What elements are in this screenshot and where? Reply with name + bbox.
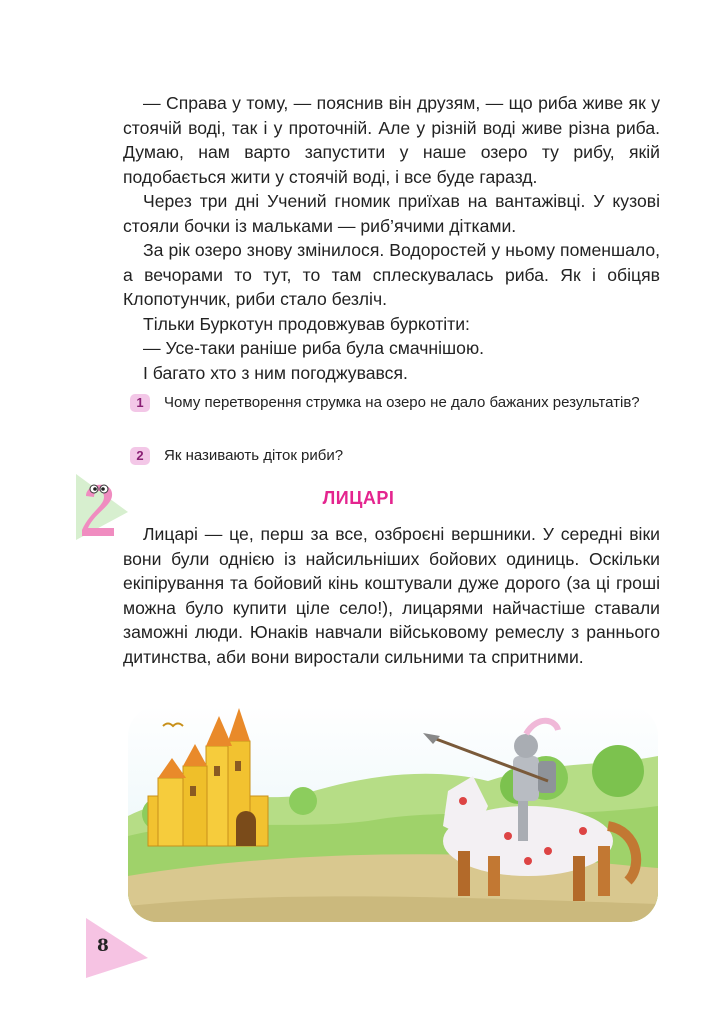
section-text — [123, 522, 660, 669]
page-tab — [86, 918, 148, 983]
section-title: ЛИЦАРІ — [322, 488, 395, 508]
knight-castle-illustration — [128, 706, 658, 927]
story-paragraph: Тільки Буркотун продовжував буркотіти: — [143, 313, 470, 334]
story-paragraph: — Усе-таки раніше риба була смачнішою. — [143, 338, 485, 358]
question-text: Як називають діток риби? — [164, 447, 344, 464]
story-paragraph: За рік озеро знову змінилося. Водоростей у ньому поменшало, а вечорами то тут, то там сплескувалась риба. Як і обіцяв Клопотунчик, риби стало безліч. — [123, 240, 660, 309]
story-paragraph: Через три дні Учений гномик приїхав на вантажівці. У кузові стояли бочки із мальками — риб’ячими дітками. — [123, 191, 660, 236]
number-2-mascot-icon — [70, 472, 128, 547]
story-paragraph: — Справа у тому, — пояснив він друзям, — що риба живе як у стоячій воді, так і у проточній. Але у різній воді живе різна риба. Думаю, нам варто запустити у наше озеро ту рибу, якій подобається жити у стоячій воді, і все буде гаразд. — [123, 93, 660, 187]
page-number: 8 — [97, 936, 109, 956]
question-text: Чому перетворення струмка на озеро не дало бажаних результатів? — [164, 394, 640, 411]
question-number-badge: 2 — [130, 447, 150, 465]
question-number-badge: 1 — [130, 394, 150, 412]
story-text — [123, 91, 660, 385]
story-paragraph: І багато хто з ним погоджувався. — [143, 362, 408, 383]
section-paragraph: Лицарі — це, перш за все, озброєні вершники. У середні віки вони були однією із найсильніших бойових одиниць. Оскільки екіпірування та бойовий кінь коштували дуже дорого (за ці гроші можна було купити ціле село!), лицарями найчастіше ставали заможні люди. Юнаків навчали військовому ремеслу з раннього дитинства, аби вони виростали сильними та спритними. — [123, 524, 660, 667]
